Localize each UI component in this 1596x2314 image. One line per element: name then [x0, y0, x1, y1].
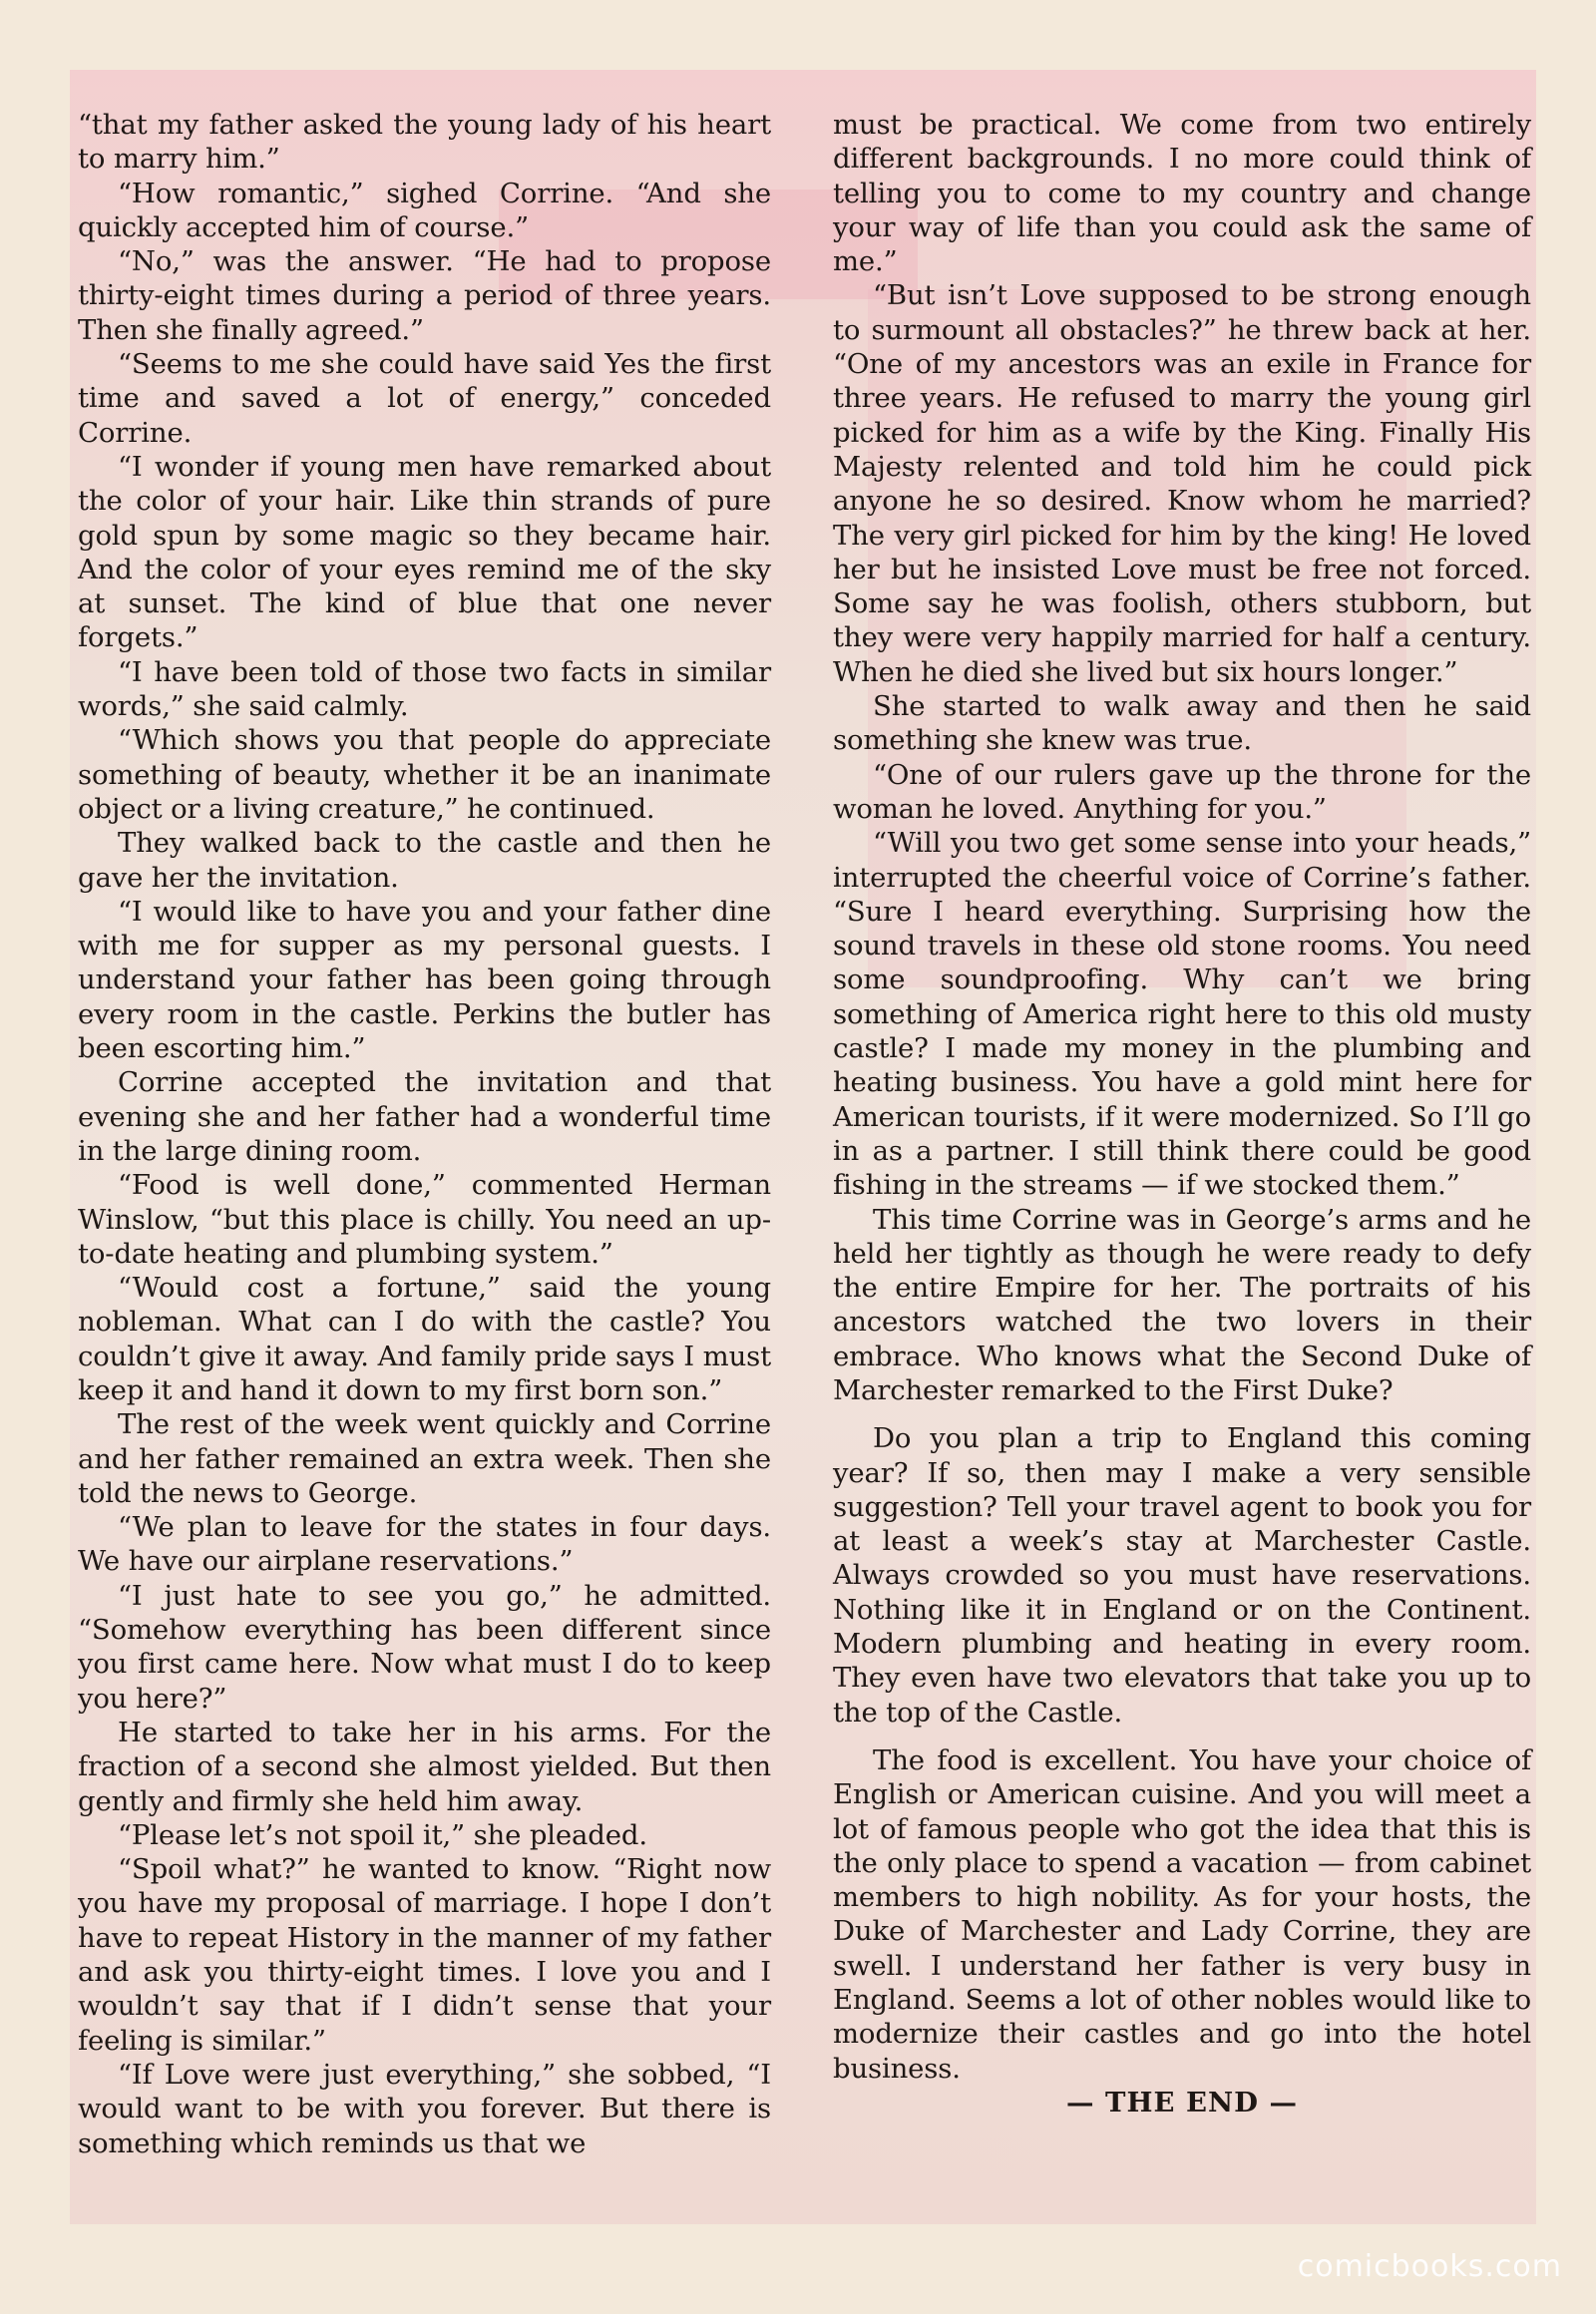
paragraph: The food is excellent. You have your choice of English or American cuisine. And you will meet a lot of famous people who got the idea that this is the only place to spend a vacation — from cabinet members to high nobility. As for your hosts, the Duke of Marchester and Lady Corrine, they are swell. I understand her father is very busy in England. Seems a lot of other nobles would like to modernize their castles and go into the hotel business.	[833, 1743, 1531, 2085]
paragraph: “I wonder if young men have remarked about the color of your hair. Like thin strands of pure gold spun by some magic so they became hair. And the color of your eyes remind me of the sky at sunset. The kind of blue that one never forgets.”	[78, 450, 771, 654]
paragraph: “Would cost a fortune,” said the young nobleman. What can I do with the castle? You couldn’t give it away. And family pride says I must keep it and hand it down to my first born son.”	[78, 1272, 771, 1406]
paragraph: “If Love were just everything,” she sobbed, “I would want to be with you forever. But there is something which reminds us that we	[78, 2058, 771, 2159]
paragraph: “Please let’s not spoil it,” she pleaded.	[118, 1818, 647, 1851]
paragraph: They walked back to the castle and then he gave her the invitation.	[78, 827, 771, 894]
paragraph: “Will you two get some sense into your heads,” interrupted the cheerful voice of Corrine’s father. “Sure I heard everything. Surprising how the sound travels in these old stone rooms. You need some soundproofing. Why can’t we bring something of America right here to this old musty castle? I made my money in the plumbing and heating business. You have a gold mint here for American tourists, if it were modernized. So I’ll go in as a partner. I still think there could be good fishing in the streams — if we stocked them.”	[833, 827, 1531, 1202]
paragraph: “One of our rulers gave up the throne for the woman he loved. Anything for you.”	[833, 758, 1531, 825]
right-text-column	[833, 108, 1531, 2120]
paragraph: “Spoil what?” he wanted to know. “Right now you have my proposal of marriage. I hope I don’t have to repeat History in the manner of my father and ask you thirty-eight times. I love you and I wouldn’t say that if I didn’t sense that your feeling is similar.”	[78, 1853, 771, 2057]
paragraph: “No,” was the answer. “He had to propose thirty-eight times during a period of three years. Then she finally agreed.”	[78, 245, 771, 346]
paragraph: “I just hate to see you go,” he admitted. “Somehow everything has been different since you first came here. Now what must I do to keep you here?”	[78, 1579, 771, 1715]
paragraph: “How romantic,” sighed Corrine. “And she quickly accepted him of course.”	[78, 177, 771, 243]
left-text-column	[78, 108, 771, 2160]
the-end-label: — THE END —	[1065, 2086, 1299, 2119]
paragraph: He started to take her in his arms. For the fraction of a second she almost yielded. But then gently and firmly she held him away.	[78, 1716, 771, 1817]
paragraph: The rest of the week went quickly and Corrine and her father remained an extra week. Then she told the news to George.	[78, 1408, 771, 1509]
paragraph: “Food is well done,” commented Herman Winslow, “but this place is chilly. You need an up-to-date heating and plumbing system.”	[78, 1169, 771, 1270]
paragraph: “But isn’t Love supposed to be strong enough to surmount all obstacles?” he threw back at her. “One of my ancestors was an exile in France for three years. He refused to marry the young girl picked for him as a wife by the King. Finally His Majesty relented and told him he could pick anyone he so desired. Know whom he married? The very girl picked for him by the king! He loved her but he insisted Love must be free not forced. Some say he was foolish, others stubborn, but they were very happily married for half a century. When he died she lived but six hours longer.”	[833, 279, 1531, 688]
paragraph: must be practical. We come from two entirely different backgrounds. I no more could think of telling you to come to my country and change your way of life than you could ask the same of me.”	[833, 109, 1531, 278]
paragraph: “Seems to me she could have said Yes the first time and saved a lot of energy,” conceded Corrine.	[78, 348, 771, 449]
paragraph: She started to walk away and then he said something she knew was true.	[833, 690, 1531, 757]
paragraph: “We plan to leave for the states in four days. We have our airplane reservations.”	[78, 1511, 771, 1578]
paragraph: This time Corrine was in George’s arms and he held her tightly as though he were ready to defy the entire Empire for her. The portraits of his ancestors watched the two lovers in their embrace. Who knows what the Second Duke of Marchester remarked to the First Duke?	[833, 1203, 1531, 1406]
paragraph: “I have been told of those two facts in similar words,” she said calmly.	[78, 655, 771, 723]
watermark: comicbooks.com	[1297, 2249, 1562, 2284]
paragraph: “I would like to have you and your father dine with me for supper as my personal guests. I understand your father has been going through every room in the castle. Perkins the butler has been escorting him.”	[78, 895, 771, 1065]
paragraph: “that my father asked the young lady of his heart to marry him.”	[78, 109, 771, 176]
paragraph: Corrine accepted the invitation and that evening she and her father had a wonderful time in the large dining room.	[78, 1066, 771, 1167]
paragraph: Do you plan a trip to England this coming year? If so, then may I make a very sensible suggestion? Tell your travel agent to book you for at least a week’s stay at Marchester Castle. Always crowded so you must have reservations. Nothing like it in England or on the Continent. Modern plumbing and heating in every room. They even have two elevators that take you up to the top of the Castle.	[833, 1422, 1531, 1729]
paragraph: “Which shows you that people do appreciate something of beauty, whether it be an inanimate object or a living creature,” he continued.	[78, 724, 771, 825]
